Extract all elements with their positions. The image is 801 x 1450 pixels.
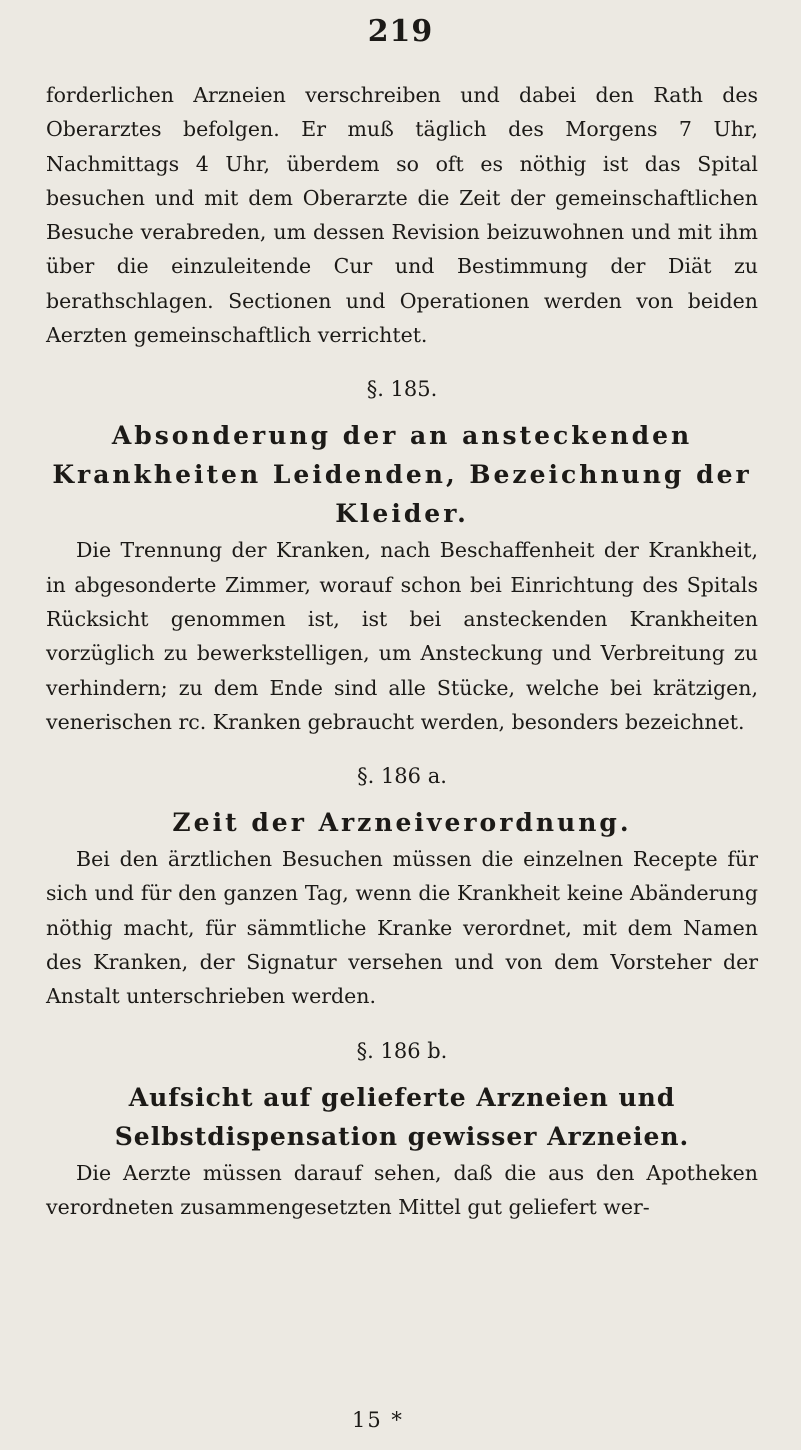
section-number: §. 186 b.: [356, 1038, 448, 1063]
section-number: §. 186 a.: [357, 764, 447, 789]
section-number: §. 185.: [366, 377, 438, 402]
page-body: [46, 78, 758, 1224]
page-number: 219: [367, 14, 434, 49]
section-paragraph: Bei den ärztlichen Besuchen müssen die einzelnen Recepte für sich und für den ganzen Tag, wenn die Krankheit keine Abänderung nöthig macht, für sämmtliche Kranke verordnet, mit dem Namen des Kranken, der Signatur versehen und von dem Vorsteher der Anstalt unterschrieben werden.: [46, 847, 758, 1009]
continuation-paragraph: forderlichen Arzneien verschreiben und dabei den Rath des Oberarztes befolgen. Er muß täglich des Morgens 7 Uhr, Nachmittags 4 Uhr, überdem so oft es nöthig ist das Spital besuchen und mit dem Oberarzte die Zeit der gemeinschaftlichen Besuche verabreden, um dessen Revision beizuwohnen und mit ihm über die einzuleitende Cur und Bestimmung der Diät zu berathschlagen. Sectionen und Operationen werden von beiden Aerzten gemeinschaftlich verrichtet.: [46, 83, 758, 348]
catchword: 15 *: [352, 1408, 404, 1432]
section-heading: Aufsicht auf gelieferte Arzneien und Selbstdispensation gewisser Arzneien.: [114, 1082, 690, 1151]
section-heading: Zeit der Arzneiverordnung.: [172, 808, 632, 838]
section-186b: [46, 1034, 758, 1225]
section-paragraph: Die Aerzte müssen darauf sehen, daß die aus den Apotheken verordneten zusammengesetzten Mittel gut geliefert wer-: [46, 1160, 758, 1219]
section-paragraph: Die Trennung der Kranken, nach Beschaffenheit der Krankheit, in abgesonderte Zimmer, worauf schon bei Einrichtung des Spitals Rücksicht genommen ist, ist bei ansteckenden Krankheiten vorzüglich zu bewerkstelligen, um Ansteckung und Verbreitung zu verhindern; zu dem Ende sind alle Stücke, welche bei krätzigen, venerischen rc. Kranken gebraucht werden, besonders bezeichnet.: [46, 538, 758, 734]
section-heading: Absonderung der an ansteckenden Krankheiten Leidenden, Bezeichnung der Kleider.: [52, 421, 752, 529]
section-186a: [46, 759, 758, 1013]
section-185: [46, 372, 758, 739]
